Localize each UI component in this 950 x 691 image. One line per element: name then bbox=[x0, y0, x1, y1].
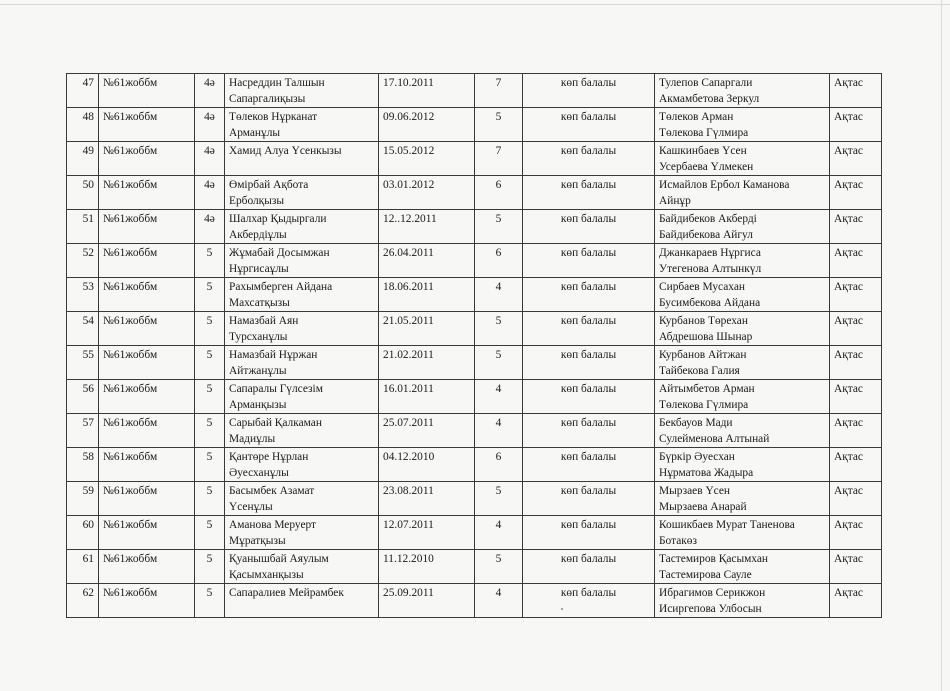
parent-line1: Джанкараев Нұргиса bbox=[659, 247, 761, 259]
parent-line1: Тулепов Сапаргали bbox=[659, 77, 753, 89]
district-cell: Ақтас bbox=[830, 176, 882, 210]
parents-cell bbox=[655, 108, 830, 142]
row-number: 47 bbox=[67, 74, 99, 108]
student-name-line1: Намазбай Нұржан bbox=[229, 349, 318, 361]
parent-line1: Байдибеков Акберді bbox=[659, 213, 757, 225]
family-status-cell: көп балалы bbox=[523, 108, 655, 142]
grade-cell: 5 bbox=[195, 584, 225, 618]
district-cell: Ақтас bbox=[830, 74, 882, 108]
family-status-cell: көп балалы bbox=[523, 516, 655, 550]
student-name-cell bbox=[225, 482, 379, 516]
student-name-line2: Айтжанұлы bbox=[229, 365, 287, 377]
row-number: 62 bbox=[67, 584, 99, 618]
district-cell: Ақтас bbox=[830, 278, 882, 312]
birth-date-cell: 09.06.2012 bbox=[379, 108, 475, 142]
row-number: 53 bbox=[67, 278, 99, 312]
row-number: 55 bbox=[67, 346, 99, 380]
district-cell: Ақтас bbox=[830, 244, 882, 278]
student-name-cell bbox=[225, 346, 379, 380]
student-name-cell bbox=[225, 142, 379, 176]
student-name-cell bbox=[225, 210, 379, 244]
parent-line1: Сирбаев Мусахан bbox=[659, 281, 746, 293]
district-cell: Ақтас bbox=[830, 550, 882, 584]
parent-line2: Сулейменова Алтынай bbox=[659, 433, 770, 445]
row-number: 58 bbox=[67, 448, 99, 482]
parent-line2: Акмамбетова Зеркул bbox=[659, 93, 760, 105]
parents-cell bbox=[655, 584, 830, 618]
school-cell: №61жоббм bbox=[99, 550, 195, 584]
family-size-cell: 4 bbox=[475, 380, 523, 414]
student-name-line1: Рахымберген Айдана bbox=[229, 281, 333, 293]
school-cell: №61жоббм bbox=[99, 346, 195, 380]
family-size-cell: 5 bbox=[475, 482, 523, 516]
school-cell: №61жоббм bbox=[99, 380, 195, 414]
parent-line1: Ибрагимов Серикжон bbox=[659, 587, 766, 599]
row-number: 54 bbox=[67, 312, 99, 346]
birth-date-cell: 21.05.2011 bbox=[379, 312, 475, 346]
school-cell: №61жоббм bbox=[99, 244, 195, 278]
table-row bbox=[67, 448, 882, 482]
grade-cell: 4ә bbox=[195, 108, 225, 142]
district-cell: Ақтас bbox=[830, 312, 882, 346]
parents-cell bbox=[655, 482, 830, 516]
table-row bbox=[67, 210, 882, 244]
family-status-cell: көп балалы bbox=[523, 380, 655, 414]
table-row bbox=[67, 380, 882, 414]
parent-line2: Тастемирова Сауле bbox=[659, 569, 752, 581]
family-size-cell: 4 bbox=[475, 414, 523, 448]
row-number: 60 bbox=[67, 516, 99, 550]
family-status-cell: көп балалы bbox=[523, 550, 655, 584]
family-status-cell: көп балалы bbox=[523, 210, 655, 244]
parent-line1: Айтымбетов Арман bbox=[659, 383, 755, 395]
student-name-line2: Нұргисаұлы bbox=[229, 263, 289, 275]
birth-date-cell: 04.12.2010 bbox=[379, 448, 475, 482]
family-size-cell: 6 bbox=[475, 176, 523, 210]
table-row bbox=[67, 414, 882, 448]
family-size-cell: 5 bbox=[475, 210, 523, 244]
student-name-line1: Қантөре Нұрлан bbox=[229, 451, 309, 463]
student-name-cell bbox=[225, 176, 379, 210]
school-cell: №61жоббм bbox=[99, 482, 195, 516]
grade-cell: 5 bbox=[195, 482, 225, 516]
grade-cell: 5 bbox=[195, 448, 225, 482]
row-number: 59 bbox=[67, 482, 99, 516]
row-number: 50 bbox=[67, 176, 99, 210]
parent-line2: Байдибекова Айгул bbox=[659, 229, 753, 241]
student-name-line1: Басымбек Азамат bbox=[229, 485, 315, 497]
family-status-cell: көп балалы bbox=[523, 448, 655, 482]
student-name-line2: Ерболқызы bbox=[229, 195, 285, 207]
grade-cell: 5 bbox=[195, 278, 225, 312]
student-name-cell bbox=[225, 278, 379, 312]
student-name-line2: Қасымханқызы bbox=[229, 569, 304, 581]
parents-cell bbox=[655, 550, 830, 584]
family-status-cell: көп балалы bbox=[523, 244, 655, 278]
parent-line2: Усербаева Үлмекен bbox=[659, 161, 754, 173]
student-name-line2: Турсханұлы bbox=[229, 331, 288, 343]
scan-edge-top bbox=[0, 4, 950, 5]
table-row bbox=[67, 550, 882, 584]
student-name-cell bbox=[225, 108, 379, 142]
school-cell: №61жоббм bbox=[99, 142, 195, 176]
school-cell: №61жоббм bbox=[99, 516, 195, 550]
student-name-line2: Арманұлы bbox=[229, 127, 281, 139]
district-cell: Ақтас bbox=[830, 380, 882, 414]
parent-line2: Мырзаева Анарай bbox=[659, 501, 747, 513]
student-name-line2: Мұратқызы bbox=[229, 535, 286, 547]
student-name-cell bbox=[225, 244, 379, 278]
student-name-line1: Сарыбай Қалкаман bbox=[229, 417, 322, 429]
row-number: 49 bbox=[67, 142, 99, 176]
student-name-line2: Үсенұлы bbox=[229, 501, 273, 513]
row-number: 48 bbox=[67, 108, 99, 142]
grade-cell: 5 bbox=[195, 414, 225, 448]
table-row bbox=[67, 244, 882, 278]
district-cell: Ақтас bbox=[830, 414, 882, 448]
parents-cell bbox=[655, 380, 830, 414]
family-status-cell: көп балалы bbox=[523, 142, 655, 176]
table-row bbox=[67, 74, 882, 108]
student-name-line1: Шалхар Қыдыргали bbox=[229, 213, 327, 225]
parents-cell bbox=[655, 244, 830, 278]
student-name-cell bbox=[225, 414, 379, 448]
school-cell: №61жоббм bbox=[99, 448, 195, 482]
parent-line1: Курбанов Төрехан bbox=[659, 315, 748, 327]
student-name-cell bbox=[225, 550, 379, 584]
student-name-cell bbox=[225, 516, 379, 550]
family-status-cell: көп балалы bbox=[523, 312, 655, 346]
family-status-cell: көп балалы bbox=[523, 74, 655, 108]
grade-cell: 5 bbox=[195, 550, 225, 584]
parent-line1: Бекбауов Мади bbox=[659, 417, 733, 429]
birth-date-cell: 15.05.2012 bbox=[379, 142, 475, 176]
school-cell: №61жоббм bbox=[99, 176, 195, 210]
parent-line2: Исиргепова Улбосын bbox=[659, 603, 762, 615]
grade-cell: 5 bbox=[195, 346, 225, 380]
parent-line1: Төлеков Арман bbox=[659, 111, 734, 123]
parent-line2: Нұрматова Жадыра bbox=[659, 467, 754, 479]
school-cell: №61жоббм bbox=[99, 312, 195, 346]
school-cell: №61жоббм bbox=[99, 108, 195, 142]
parent-line2: Бусимбекова Айдана bbox=[659, 297, 761, 309]
student-name-line1: Өмірбай Ақбота bbox=[229, 179, 309, 191]
grade-cell: 4ә bbox=[195, 176, 225, 210]
student-register-table bbox=[66, 73, 882, 618]
row-number: 51 bbox=[67, 210, 99, 244]
parent-line1: Кашкинбаев Үсен bbox=[659, 145, 747, 157]
parents-cell bbox=[655, 74, 830, 108]
student-name-line1: Сапаралиев Мейрамбек bbox=[229, 587, 344, 599]
birth-date-cell: 11.12.2010 bbox=[379, 550, 475, 584]
row-number: 52 bbox=[67, 244, 99, 278]
student-name-line2: Мадиұлы bbox=[229, 433, 276, 445]
family-status-cell: көп балалы bbox=[523, 346, 655, 380]
parents-cell bbox=[655, 516, 830, 550]
table-row bbox=[67, 584, 882, 618]
parent-line1: Бүркір Әуесхан bbox=[659, 451, 735, 463]
grade-cell: 5 bbox=[195, 380, 225, 414]
district-cell: Ақтас bbox=[830, 584, 882, 618]
grade-cell: 4ә bbox=[195, 74, 225, 108]
student-name-line1: Жұмабай Досымжан bbox=[229, 247, 330, 259]
table-row bbox=[67, 142, 882, 176]
parents-cell bbox=[655, 312, 830, 346]
table-row bbox=[67, 346, 882, 380]
birth-date-cell: 18.06.2011 bbox=[379, 278, 475, 312]
birth-date-cell: 17.10.2011 bbox=[379, 74, 475, 108]
school-cell: №61жоббм bbox=[99, 210, 195, 244]
student-name-cell bbox=[225, 584, 379, 618]
birth-date-cell: 21.02.2011 bbox=[379, 346, 475, 380]
parent-line2: Абдрешова Шынар bbox=[659, 331, 753, 343]
grade-cell: 5 bbox=[195, 312, 225, 346]
family-size-cell: 4 bbox=[475, 516, 523, 550]
district-cell: Ақтас bbox=[830, 142, 882, 176]
birth-date-cell: 03.01.2012 bbox=[379, 176, 475, 210]
table-row bbox=[67, 176, 882, 210]
student-name-line1: Қуанышбай Аяулым bbox=[229, 553, 329, 565]
parent-line2: Тайбекова Галия bbox=[659, 365, 740, 377]
birth-date-cell: 26.04.2011 bbox=[379, 244, 475, 278]
student-name-line1: Аманова Меруерт bbox=[229, 519, 317, 531]
parent-line1: Исмайлов Ербол Каманова bbox=[659, 179, 790, 191]
family-size-cell: 5 bbox=[475, 346, 523, 380]
parent-line1: Кошикбаев Мурат Таненова bbox=[659, 519, 795, 531]
student-name-line1: Төлеков Нұрканат bbox=[229, 111, 318, 123]
parent-line2: Утегенова Алтынкүл bbox=[659, 263, 762, 275]
family-size-cell: 4 bbox=[475, 278, 523, 312]
table-row bbox=[67, 278, 882, 312]
birth-date-cell: 12.07.2011 bbox=[379, 516, 475, 550]
family-size-cell: 4 bbox=[475, 584, 523, 618]
family-size-cell: 5 bbox=[475, 550, 523, 584]
family-status-cell: көп балалы bbox=[523, 414, 655, 448]
student-name-line1: Насреддин Талшын bbox=[229, 77, 325, 89]
table-row bbox=[67, 482, 882, 516]
parent-line1: Тастемиров Қасымхан bbox=[659, 553, 769, 565]
student-name-line2: Акбердіұлы bbox=[229, 229, 287, 241]
parents-cell bbox=[655, 176, 830, 210]
student-name-line2: Арманқызы bbox=[229, 399, 287, 411]
birth-date-cell: 12..12.2011 bbox=[379, 210, 475, 244]
parent-line2: Төлекова Гүлмира bbox=[659, 399, 749, 411]
student-name-cell bbox=[225, 312, 379, 346]
parents-cell bbox=[655, 210, 830, 244]
parents-cell bbox=[655, 142, 830, 176]
grade-cell: 5 bbox=[195, 516, 225, 550]
family-size-cell: 5 bbox=[475, 312, 523, 346]
table-row bbox=[67, 312, 882, 346]
district-cell: Ақтас bbox=[830, 210, 882, 244]
family-size-cell: 7 bbox=[475, 142, 523, 176]
student-name-line1: Намазбай Аян bbox=[229, 315, 299, 327]
district-cell: Ақтас bbox=[830, 482, 882, 516]
student-name-cell bbox=[225, 380, 379, 414]
family-status-cell: көп балалы bbox=[523, 584, 655, 618]
family-status-cell: көп балалы bbox=[523, 278, 655, 312]
table-row bbox=[67, 516, 882, 550]
grade-cell: 5 bbox=[195, 244, 225, 278]
parent-line2: Айнұр bbox=[659, 195, 691, 207]
student-name-line2: Сапаргалиқызы bbox=[229, 93, 306, 105]
family-status-cell: көп балалы bbox=[523, 176, 655, 210]
birth-date-cell: 16.01.2011 bbox=[379, 380, 475, 414]
district-cell: Ақтас bbox=[830, 448, 882, 482]
student-name-cell bbox=[225, 448, 379, 482]
parents-cell bbox=[655, 278, 830, 312]
parents-cell bbox=[655, 448, 830, 482]
birth-date-cell: 25.09.2011 bbox=[379, 584, 475, 618]
parent-line2: Төлекова Гүлмира bbox=[659, 127, 749, 139]
family-size-cell: 6 bbox=[475, 448, 523, 482]
district-cell: Ақтас bbox=[830, 108, 882, 142]
scan-edge-right bbox=[941, 0, 942, 691]
student-name-cell bbox=[225, 74, 379, 108]
register-rows bbox=[67, 74, 882, 618]
parents-cell bbox=[655, 414, 830, 448]
family-size-cell: 5 bbox=[475, 108, 523, 142]
row-number: 57 bbox=[67, 414, 99, 448]
parent-line1: Мырзаев Үсен bbox=[659, 485, 731, 497]
row-number: 56 bbox=[67, 380, 99, 414]
family-size-cell: 6 bbox=[475, 244, 523, 278]
student-name-line2: Әуесханұлы bbox=[229, 467, 289, 479]
parent-line2: Ботакөз bbox=[659, 535, 697, 547]
student-name-line2: Махсатқызы bbox=[229, 297, 290, 309]
grade-cell: 4ә bbox=[195, 142, 225, 176]
birth-date-cell: 23.08.2011 bbox=[379, 482, 475, 516]
grade-cell: 4ә bbox=[195, 210, 225, 244]
district-cell: Ақтас bbox=[830, 346, 882, 380]
birth-date-cell: 25.07.2011 bbox=[379, 414, 475, 448]
table-row bbox=[67, 108, 882, 142]
district-cell: Ақтас bbox=[830, 516, 882, 550]
student-name-line1: Хамид Алуа Үсенкызы bbox=[229, 145, 342, 157]
family-size-cell: 7 bbox=[475, 74, 523, 108]
parents-cell bbox=[655, 346, 830, 380]
row-number: 61 bbox=[67, 550, 99, 584]
parent-line1: Курбанов Айтжан bbox=[659, 349, 747, 361]
family-status-cell: көп балалы bbox=[523, 482, 655, 516]
school-cell: №61жоббм bbox=[99, 74, 195, 108]
school-cell: №61жоббм bbox=[99, 584, 195, 618]
student-name-line1: Сапаралы Гүлсезім bbox=[229, 383, 323, 395]
school-cell: №61жоббм bbox=[99, 278, 195, 312]
school-cell: №61жоббм bbox=[99, 414, 195, 448]
